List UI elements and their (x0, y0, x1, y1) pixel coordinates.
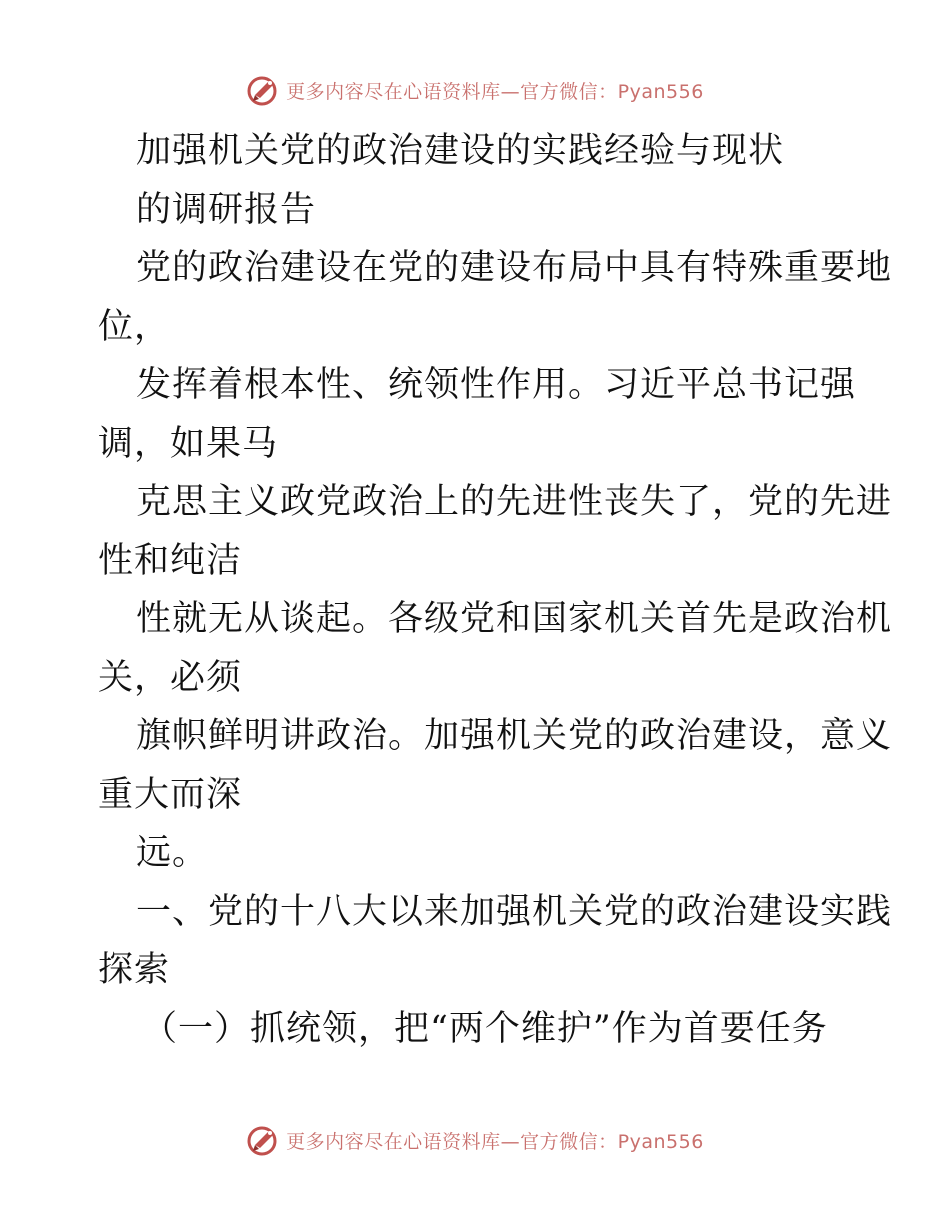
pen-logo-icon (246, 1123, 280, 1157)
doc-title-line-2: 的调研报告 (136, 189, 317, 230)
paragraph-line: 发挥着根本性、统领性作用。习近平总书记强 (136, 365, 857, 405)
footer-watermark (0, 1120, 950, 1160)
watermark-text: 更多内容尽在心语资料库—官方微信：Pyan556 (286, 1130, 704, 1153)
section-heading-line: 探索 (98, 950, 171, 990)
paragraph-line: 性就无从谈起。各级党和国家机关首先是政治机 (136, 599, 893, 639)
subsection-heading: （一）抓统领，把“两个维护”作为首要任务 (142, 1008, 828, 1049)
header-watermark (0, 70, 950, 110)
pen-logo-icon (246, 73, 280, 107)
paragraph-line: 党的政治建设在党的建设布局中具有特殊重要地 (136, 248, 893, 288)
paragraph-line: 旗帜鲜明讲政治。加强机关党的政治建设，意义 (136, 716, 893, 756)
paragraph-line: 重大而深 (98, 774, 243, 815)
paragraph-line: 位， (98, 306, 171, 347)
paragraph-line: 远。 (136, 833, 209, 873)
section-heading-line: 一、党的十八大以来加强机关党的政治建设实践 (136, 891, 893, 932)
document-body (98, 122, 893, 1058)
doc-title-line-1: 加强机关党的政治建设的实践经验与现状 (136, 131, 785, 171)
paragraph-line: 调，如果马 (98, 423, 279, 464)
watermark-text: 更多内容尽在心语资料库—官方微信：Pyan556 (286, 80, 704, 103)
paragraph-line: 关，必须 (98, 657, 243, 698)
paragraph-line: 性和纯洁 (98, 540, 243, 581)
paragraph-line: 克思主义政党政治上的先进性丧失了，党的先进 (136, 482, 893, 522)
